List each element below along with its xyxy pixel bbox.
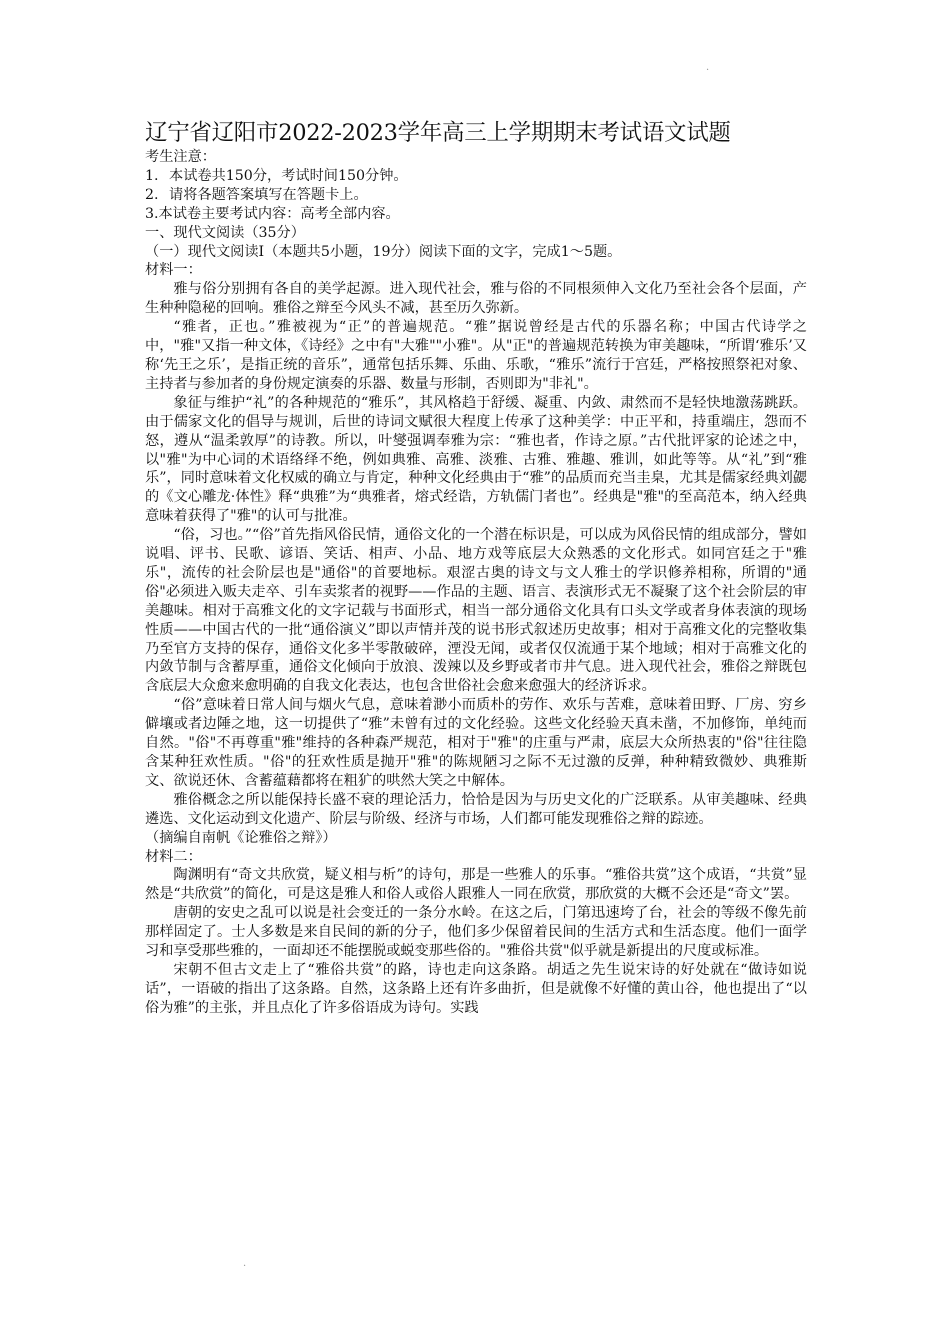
source-note: （摘编自南帆《论雅俗之辩》） <box>145 829 337 846</box>
paragraph: 唐朝的安史之乱可以说是社会变迁的一条分水岭。在这之后，门第迅速垮了台，社会的等级不像先前那样固定了。士人多数是来自民间的新的分子，他们多少保留着民间的生活方式和生活态度。他们一面学习和享受那些雅的，一面却还不能摆脱或蜕变那些俗的。"雅俗共赏"似乎就是新提出的尺度或标准。 <box>145 905 807 960</box>
section-heading: 一、现代文阅读（35分） <box>145 224 305 241</box>
subsection-heading: （一）现代文阅读Ⅰ（本题共5小题，19分）阅读下面的文字，完成1～5题。 <box>145 243 622 260</box>
paragraph: 陶渊明有“奇文共欣赏，疑义相与析”的诗句，那是一些雅人的乐事。“雅俗共赏”这个成语，“共赏”显然是“共欣赏”的简化，可是这是雅人和俗人或俗人跟雅人一同在欣赏，那欣赏的大概不会还是“奇文”罢。 <box>145 867 807 903</box>
paragraph: 宋朝不但古文走上了“雅俗共赏”的路，诗也走向这条路。胡适之先生说宋诗的好处就在“做诗如说话”，一语破的指出了这条路。自然，这条路上还有许多曲折，但是就像不好懂的黄山谷，他也提出了“以俗为雅”的主张，并且点化了许多俗语成为诗句。实践 <box>145 961 807 1016</box>
paragraph: 象征与维护“礼”的各种规范的“雅乐”，其风格趋于舒缓、凝重、内敛、肃然而不是轻快地激荡跳跃。由于儒家文化的倡导与规训，后世的诗词文赋很大程度上传承了这种美学：中正平和，持重端庄，怨而不怒，遵从“温柔敦厚”的诗教。所以，叶燮强调奉雅为宗：“雅也者，作诗之原。”古代批评家的论述之中，以"雅"为中心词的术语络绎不绝，例如典雅、高雅、淡雅、古雅、雅趣、雅训，如此等等。从“礼”到“雅乐”，同时意味着文化权威的确立与肯定，种种文化经典由于“雅”的品质而充当圭臬，尤其是儒家经典刘勰的《文心雕龙·体性》释“典雅”为“典雅者，熔式经诰，方轨儒门者也”。经典是"雅"的至高范本，纳入经典意味着获得了"雅"的认可与批准。 <box>145 394 807 525</box>
scan-speck: · <box>706 65 710 76</box>
notice-heading: 考生注意： <box>145 149 216 165</box>
document-body <box>145 148 807 1018</box>
material-label: 材料二： <box>145 848 202 865</box>
scan-speck: · <box>243 1261 247 1272</box>
paragraph: “俗，习也。”“俗”首先指风俗民情，通俗文化的一个潜在标识是，可以成为风俗民情的组成部分，譬如说唱、评书、民歌、谚语、笑话、相声、小品、地方戏等底层大众熟悉的文化形式。如同宫廷之于"雅乐"，流传的社会阶层也是"通俗"的首要地标。艰涩古奥的诗文与文人雅士的学识修养相称，所谓的"通俗"必须进入贩夫走卒、引车卖浆者的视野——作品的主题、语言、表演形式无不凝聚了这个社会阶层的审美趣味。相对于高雅文化的文字记载与书面形式，相当一部分通俗文化具有口头文学或者身体表演的现场性质——中国古代的一批“通俗演义”即以声情并茂的说书形式叙述历史故事；相对于高雅文化的完整收集乃至官方支持的保存，通俗文化多半零散破碎，湮没无闻，或者仅仅流通于某个地域；相对于高雅文化的内敛节制与含蓄厚重，通俗文化倾向于放浪、泼辣以及乡野或者市井气息。进入现代社会，雅俗之辩既包含底层大众愈来愈明确的自我文化表达，也包含世俗社会愈来愈强大的经济诉求。 <box>145 527 807 695</box>
paragraph: 雅俗概念之所以能保持长盛不衰的理论活力，恰恰是因为与历史文化的广泛联系。从审美趣味、经典遴选、文化运动到文化遗产、阶层与阶级、经济与市场，人们都可能发现雅俗之辩的踪迹。 <box>145 791 807 827</box>
material-label: 材料一： <box>145 262 202 279</box>
paragraph: “俗”意味着日常人间与烟火气息，意味着渺小而质朴的劳作、欢乐与苦难，意味着田野、厂房、穷乡僻壤或者边陲之地，这一切提供了“雅”未曾有过的文化经验。这些文化经验天真未凿，不加修饰，单纯而自然。"俗"不再尊重"雅"维持的各种森严规范，相对于"雅"的庄重与严肃，底层大众所热衷的"俗"往往隐含某种狂欢性质。"俗"的狂欢性质是抛开"雅"的陈规陋习之际不无过激的反弹，种种精致微妙、典雅斯文、欲说还休、含蓄蕴藉都将在粗犷的哄然大笑之中解体。 <box>145 697 807 789</box>
paragraph: 雅与俗分别拥有各自的美学起源。进入现代社会，雅与俗的不同根须伸入文化乃至社会各个层面，产生种种隐秘的回响。雅俗之辩至今风头不减，甚至历久弥新。 <box>145 281 807 317</box>
paragraph: “雅者，正也。”雅被视为“正”的普遍规范。“雅”据说曾经是古代的乐器名称；中国古代诗学之中，"雅"又指一种文体，《诗经》之中有"大雅""小雅"。从"正"的普遍规范转换为审美趣味，“所谓‘雅乐’又称‘先王之乐’，是指正统的音乐”，通常包括乐舞、乐曲、乐歌，“雅乐”流行于宫廷，严格按照祭祀对象、主持者与参加者的身份规定演奏的乐器、数量与形制，否则即为"非礼"。 <box>145 319 807 392</box>
page-title: 辽宁省辽阳市2022-2023学年高三上学期期末考试语文试题 <box>145 120 731 146</box>
notice-item: 3.本试卷主要考试内容：高考全部内容。 <box>145 205 400 222</box>
notice-item: 1. 本试卷共150分，考试时间150分钟。 <box>145 167 408 184</box>
notice-item: 2. 请将各题答案填写在答题卡上。 <box>145 186 368 203</box>
